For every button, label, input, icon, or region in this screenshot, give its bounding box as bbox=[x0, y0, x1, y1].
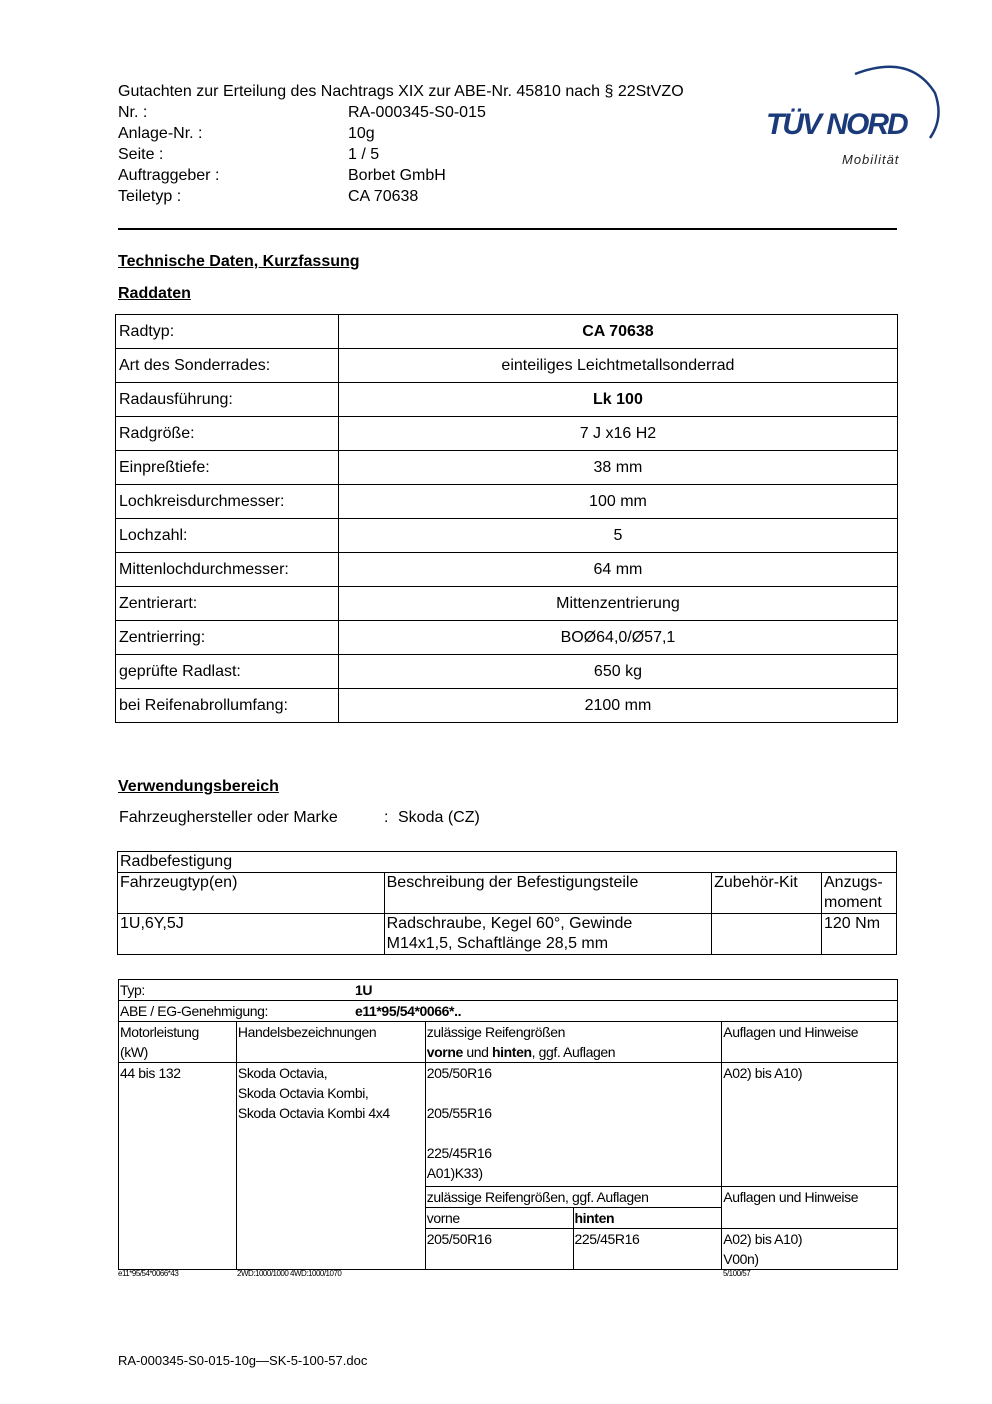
table-row bbox=[118, 914, 897, 955]
table-row bbox=[116, 655, 898, 689]
row-value: BOØ64,0/Ø57,1 bbox=[338, 621, 897, 655]
mixed-notes bbox=[722, 1229, 898, 1270]
header-label: Nr. : bbox=[118, 104, 148, 121]
row-value: 650 kg bbox=[338, 655, 897, 689]
header-label: Teiletyp : bbox=[118, 188, 182, 205]
row-value: 5 bbox=[338, 519, 897, 553]
raddaten-table bbox=[115, 314, 898, 723]
row-value: Lk 100 bbox=[338, 383, 897, 417]
tire-note: A01)K33) bbox=[426, 1165, 483, 1181]
maker-label: Fahrzeughersteller oder Marke bbox=[119, 809, 338, 826]
table-row bbox=[116, 349, 898, 383]
header-bold: hinten bbox=[492, 1044, 532, 1060]
trade-name: Skoda Octavia, bbox=[237, 1065, 328, 1081]
header-text bbox=[427, 1042, 721, 1062]
trade-name: Skoda Octavia Kombi, bbox=[237, 1085, 369, 1101]
note-line: A02) bis A10) bbox=[723, 1231, 803, 1247]
raddaten-title: Raddaten bbox=[118, 285, 191, 302]
tire-size: 205/55R16 bbox=[426, 1105, 492, 1121]
typ-row bbox=[119, 980, 898, 1001]
header-text: und bbox=[462, 1044, 493, 1060]
row-label: geprüfte Radlast: bbox=[116, 655, 339, 689]
column-header: Beschreibung der Befestigungsteile bbox=[384, 873, 711, 914]
row-label: Radausführung: bbox=[116, 383, 339, 417]
row-value: 7 J x16 H2 bbox=[338, 417, 897, 451]
table-row bbox=[116, 315, 898, 349]
table-row bbox=[116, 383, 898, 417]
mixed-tires-header: zulässige Reifengrößen, ggf. Auflagen bbox=[425, 1187, 722, 1208]
column-header-trade: Handelsbezeichnungen bbox=[236, 1022, 425, 1063]
table-row bbox=[116, 485, 898, 519]
table-row bbox=[116, 587, 898, 621]
trade-name: Skoda Octavia Kombi 4x4 bbox=[237, 1105, 390, 1121]
header-divider bbox=[118, 228, 897, 230]
tuv-nord-logo bbox=[760, 58, 945, 173]
tire-notes: A02) bis A10) bbox=[722, 1063, 898, 1187]
mixed-front-tire: 205/50R16 bbox=[425, 1229, 573, 1270]
mounting-description bbox=[384, 914, 711, 955]
row-label: Einpreßtiefe: bbox=[116, 451, 339, 485]
typ-value: 1U bbox=[355, 982, 373, 998]
maker-separator: : bbox=[384, 809, 389, 826]
row-value: 100 mm bbox=[338, 485, 897, 519]
row-value: 38 mm bbox=[338, 451, 897, 485]
accessory-kit bbox=[712, 914, 822, 955]
column-header: Anzugs-moment bbox=[822, 873, 897, 914]
abe-label: ABE / EG-Genehmigung: bbox=[120, 1003, 269, 1019]
row-label: Art des Sonderrades: bbox=[116, 349, 339, 383]
header-text: (kW) bbox=[120, 1044, 148, 1060]
table-row bbox=[119, 1001, 898, 1022]
tire-sizes bbox=[425, 1063, 722, 1187]
column-header-power bbox=[119, 1022, 237, 1063]
header-label: Auftraggeber : bbox=[118, 167, 220, 184]
small-footer-approval: e11*95/54*0066*43 bbox=[118, 1269, 179, 1278]
row-label: Radtyp: bbox=[116, 315, 339, 349]
section-title: Technische Daten, Kurzfassung bbox=[118, 253, 360, 270]
row-value: einteiliges Leichtmetallsonderrad bbox=[338, 349, 897, 383]
mounting-desc-line: Radschraube, Kegel 60°, Gewinde bbox=[386, 915, 633, 932]
header-value: 1 / 5 bbox=[348, 146, 380, 163]
header-value: RA-000345-S0-015 bbox=[348, 104, 486, 121]
logo-wordmark: TÜV NORD bbox=[766, 108, 907, 141]
note-line: V00n) bbox=[723, 1251, 759, 1267]
table-row bbox=[116, 519, 898, 553]
table-row bbox=[116, 553, 898, 587]
header-label: Seite : bbox=[118, 146, 164, 163]
header-value: Borbet GmbH bbox=[348, 167, 446, 184]
row-value: Mittenzentrierung bbox=[338, 587, 897, 621]
table-row bbox=[119, 980, 898, 1001]
header-value: CA 70638 bbox=[348, 188, 419, 205]
vehicle-types: 1U,6Y,5J bbox=[118, 914, 385, 955]
abe-row bbox=[119, 1001, 898, 1022]
typ-table bbox=[118, 979, 898, 1270]
small-footer-code: 5/100/57 bbox=[723, 1269, 751, 1278]
table-row bbox=[119, 1022, 898, 1063]
header-text: Motorleistung bbox=[120, 1024, 199, 1040]
torque-value: 120 Nm bbox=[822, 914, 897, 955]
header-text: zulässige Reifengrößen bbox=[426, 1024, 566, 1040]
table-row bbox=[116, 689, 898, 723]
row-label: Lochkreisdurchmesser: bbox=[116, 485, 339, 519]
front-header: vorne bbox=[425, 1208, 573, 1229]
report-title: Gutachten zur Erteilung des Nachtrags XIX zur ABE-Nr. 45810 nach § 22StVZO bbox=[118, 83, 684, 100]
row-label: Mittenlochdurchmesser: bbox=[116, 553, 339, 587]
table-row bbox=[116, 621, 898, 655]
radbefestigung-title: Radbefestigung bbox=[118, 852, 897, 873]
engine-power: 44 bis 132 bbox=[119, 1063, 237, 1270]
rear-header: hinten bbox=[573, 1208, 722, 1229]
table-row bbox=[116, 417, 898, 451]
table-row bbox=[119, 1063, 898, 1187]
tire-size: 225/45R16 bbox=[426, 1145, 492, 1161]
mounting-desc-line: M14x1,5, Schaftlänge 28,5 mm bbox=[386, 935, 609, 952]
row-value: 64 mm bbox=[338, 553, 897, 587]
logo-subtitle: Mobilität bbox=[842, 152, 900, 167]
mixed-notes-header: Auflagen und Hinweise bbox=[722, 1187, 898, 1229]
row-label: Zentrierart: bbox=[116, 587, 339, 621]
column-header-notes: Auflagen und Hinweise bbox=[722, 1022, 898, 1063]
row-label: Zentrierring: bbox=[116, 621, 339, 655]
column-header: Fahrzeugtyp(en) bbox=[118, 873, 385, 914]
abe-value: e11*95/54*0066*.. bbox=[355, 1003, 462, 1019]
header-label: Anlage-Nr. : bbox=[118, 125, 203, 142]
radbefestigung-table bbox=[117, 851, 897, 955]
verwendung-title: Verwendungsbereich bbox=[118, 778, 279, 795]
row-label: Lochzahl: bbox=[116, 519, 339, 553]
small-footer-loads: 2WD:1000/1000 4WD:1000/1070 bbox=[237, 1269, 342, 1278]
trade-names bbox=[236, 1063, 425, 1270]
column-header: Zubehör-Kit bbox=[712, 873, 822, 914]
maker-value: Skoda (CZ) bbox=[398, 809, 480, 826]
table-row bbox=[118, 852, 897, 873]
row-value: CA 70638 bbox=[338, 315, 897, 349]
table-row bbox=[116, 451, 898, 485]
row-label: bei Reifenabrollumfang: bbox=[116, 689, 339, 723]
page-footer: RA-000345-S0-015-10g—SK-5-100-57.doc bbox=[118, 1353, 368, 1368]
row-label: Radgröße: bbox=[116, 417, 339, 451]
typ-label: Typ: bbox=[120, 982, 145, 998]
row-value: 2100 mm bbox=[338, 689, 897, 723]
header-text: , ggf. Auflagen bbox=[531, 1044, 616, 1060]
table-row bbox=[118, 873, 897, 914]
column-header-tires bbox=[425, 1022, 722, 1063]
header-bold: vorne bbox=[426, 1044, 463, 1060]
header-value: 10g bbox=[348, 125, 375, 142]
tire-size: 205/50R16 bbox=[426, 1065, 492, 1081]
mixed-rear-tire: 225/45R16 bbox=[573, 1229, 722, 1270]
